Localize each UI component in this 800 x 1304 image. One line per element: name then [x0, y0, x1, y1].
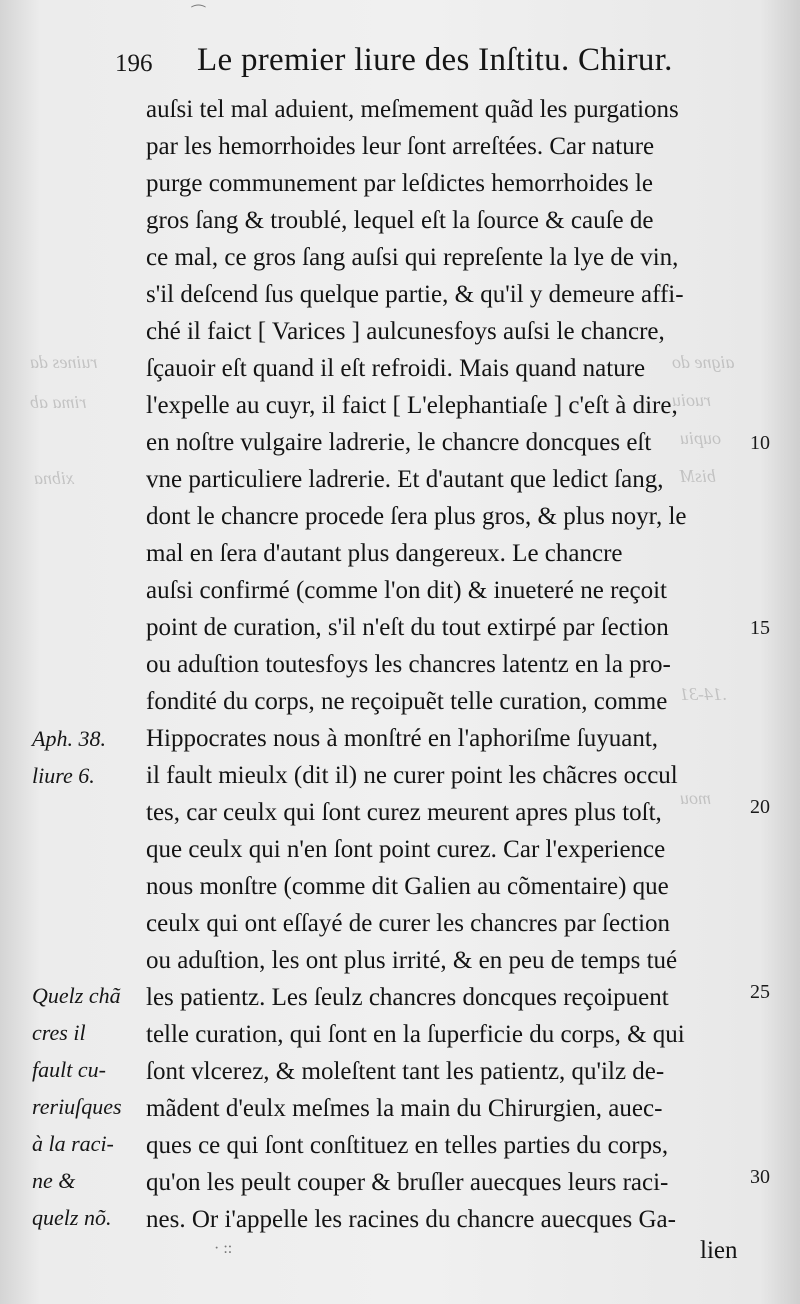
line-number: 15: [750, 617, 770, 639]
text-line: en noſtre vulgaire ladrerie, le chancre doncques eſt: [146, 429, 652, 456]
line-number: 25: [750, 981, 770, 1003]
text-line: l'expelle au cuyr, il faict [ L'elephantiaſe ] c'eſt à dire,: [146, 392, 678, 419]
margin-note-side: ne &: [32, 1168, 76, 1193]
text-line: ques ce qui ſont conſtituez en telles parties du corps,: [146, 1132, 669, 1159]
line-number: 30: [750, 1166, 770, 1188]
margin-note-aphorism: Aph. 38.: [32, 726, 106, 751]
margin-note-side: fault cu-: [32, 1057, 106, 1082]
text-line: ce mal, ce gros ſang auſsi qui repreſente la lye de vin,: [146, 244, 679, 271]
blot-mark: ⁀: [192, 6, 205, 23]
text-line: vne particuliere ladrerie. Et d'autant que ledict ſang,: [146, 466, 664, 493]
blot-mark: · ::: [214, 1240, 233, 1257]
text-line: que ceulx qui n'en ſont point curez. Car l'experience: [146, 836, 666, 863]
running-title: Le premier liure des Inſtitu. Chirur.: [197, 42, 673, 78]
bleed-through-text: xibna: [34, 468, 74, 488]
text-line: ſont vlcerez, & moleſtent tant les patientz, qu'ilz de-: [146, 1058, 665, 1085]
bleed-through-text: bisM: [680, 466, 716, 486]
text-line: ché il faict [ Varices ] aulcunesfoys auſsi le chancre,: [146, 318, 665, 345]
page-number: 196: [115, 50, 153, 77]
text-line: gros ſang & troublé, lequel eſt la ſource & cauſe de: [146, 207, 654, 234]
text-line: auſsi confirmé (comme l'on dit) & inueteré ne reçoit: [146, 577, 667, 604]
text-line: auſsi tel mal aduient, meſmement quãd les purgations: [146, 96, 679, 123]
text-line: fondité du corps, ne reçoipuẽt telle curation, comme: [146, 688, 668, 715]
text-line: ſçauoir eſt quand il eſt refroidi. Mais quand nature: [146, 355, 646, 382]
text-line: dont le chancre procede ſera plus gros, & plus noyr, le: [146, 503, 687, 530]
line-number: 10: [750, 432, 770, 454]
text-line: telle curation, qui ſont en la ſuperficie du corps, & qui: [146, 1021, 685, 1048]
text-line: tes, car ceulx qui ſont curez meurent apres plus toſt,: [146, 799, 662, 826]
bleed-through-text: rima ab: [30, 392, 87, 412]
bleed-through-text: ruoiu: [672, 390, 712, 410]
margin-note-side: cres il: [32, 1020, 86, 1045]
line-number: 20: [750, 796, 770, 818]
text-line: les patientz. Les ſeulz chancres doncques reçoipuent: [146, 984, 669, 1011]
margin-note-side: à la raci-: [32, 1131, 114, 1156]
text-line: nes. Or i'appelle les racines du chancre auecques Ga-: [146, 1206, 676, 1233]
margin-note-side: reriuſques: [32, 1094, 122, 1119]
text-line: ceulx qui ont eſſayé de curer les chancres par ſection: [146, 910, 671, 937]
text-line: purge communement par leſdictes hemorrhoides le: [146, 170, 654, 197]
bleed-through-text: oupiu: [680, 428, 722, 448]
text-line: qu'on les peult couper & bruſler auecques leurs raci-: [146, 1169, 669, 1196]
margin-note-side: Quelz chã: [32, 983, 121, 1008]
text-line: mãdent d'eulx meſmes la main du Chirurgien, auec-: [146, 1095, 663, 1122]
text-line: par les hemorrhoides leur ſont arreſtées. Car nature: [146, 133, 655, 160]
margin-note-side: quelz nõ.: [32, 1205, 112, 1230]
bleed-through-text: aigne do: [672, 352, 735, 372]
text-line: il fault mieulx (dit il) ne curer point les chãcres occul: [146, 762, 678, 789]
text-line: nous monſtre (comme dit Galien au cõmentaire) que: [146, 873, 669, 900]
bleed-through-text: mou: [680, 788, 711, 808]
text-line: lien: [700, 1237, 738, 1264]
margin-note-aphorism: liure 6.: [32, 763, 95, 788]
text-line: point de curation, s'il n'eſt du tout extirpé par ſection: [146, 614, 669, 641]
text-line: Hippocrates nous à monſtré en l'aphoriſme ſuyuant,: [146, 725, 659, 752]
running-header: [115, 42, 745, 92]
text-line: ou aduſtion, les ont plus irrité, & en peu de temps tué: [146, 947, 678, 974]
text-line: mal en ſera d'autant plus dangereux. Le chancre: [146, 540, 623, 567]
bleed-through-text: ruines da: [30, 352, 98, 372]
bleed-through-text: .14-31: [680, 684, 727, 704]
text-line: s'il deſcend ſus quelque partie, & qu'il y demeure affi-: [146, 281, 684, 308]
text-line: ou aduſtion toutesfoys les chancres latentz en la pro-: [146, 651, 671, 678]
